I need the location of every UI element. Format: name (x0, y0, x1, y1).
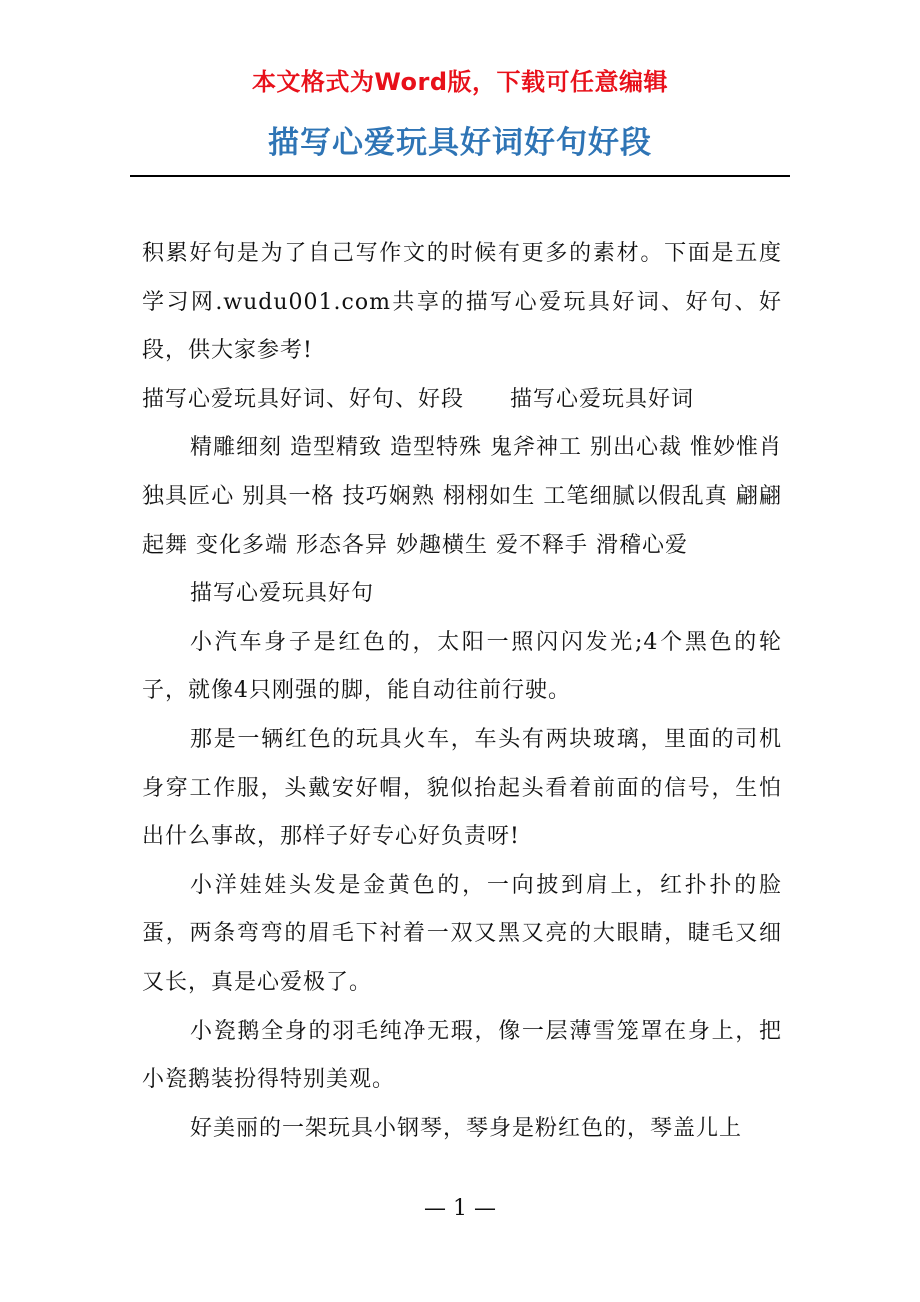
page-number: — 1 — (424, 1196, 496, 1221)
document-title: 描写心爱玩具好词好句好段 (268, 125, 652, 161)
body-paragraph: 小洋娃娃头发是金黄色的，一向披到肩上，红扑扑的脸蛋，两条弯弯的眉毛下衬着一双又黑又亮的大眼睛，睫毛又细又长，真是心爱极了。 (142, 872, 782, 995)
good-sentences-heading: 描写心爱玩具好句 (190, 581, 375, 607)
good-words-paragraph: 精雕细刻 造型精致 造型特殊 鬼斧神工 别出心裁 惟妙惟肖 独具匠心 别具一格 技巧娴熟 栩栩如生 工笔细腻以假乱真 翩翩起舞 变化多端 形态各异 妙趣横生 爱不释手 滑稽心爱 (142, 435, 790, 558)
intro-paragraph: 积累好句是为了自己写作文的时候有更多的素材。下面是五度学习网.wudu001.com共享的描写心爱玩具好词、好句、好段，供大家参考! (142, 241, 782, 364)
body-paragraph: 小汽车身子是红色的，太阳一照闪闪发光;4个黑色的轮子，就像4只刚强的脚，能自动往前行驶。 (142, 629, 782, 704)
body-paragraph: 好美丽的一架玩具小钢琴，琴身是粉红色的，琴盖儿上 (190, 1115, 743, 1141)
body-paragraph: 那是一辆红色的玩具火车，车头有两块玻璃，里面的司机身穿工作服，头戴安好帽，貌似抬起头看着前面的信号，生怕出什么事故，那样子好专心好负责呀! (142, 726, 782, 850)
format-notice-banner: 本文格式为Word版，下载可任意编辑 (251, 68, 669, 96)
body-paragraph: 小瓷鹅全身的羽毛纯净无瑕，像一层薄雪笼罩在身上，把小瓷鹅装扮得特别美观。 (142, 1018, 782, 1093)
section-heading-paragraph: 描写心爱玩具好词、好句、好段 描写心爱玩具好词 (142, 386, 695, 412)
document-body (142, 230, 790, 1153)
title-divider (130, 175, 790, 177)
